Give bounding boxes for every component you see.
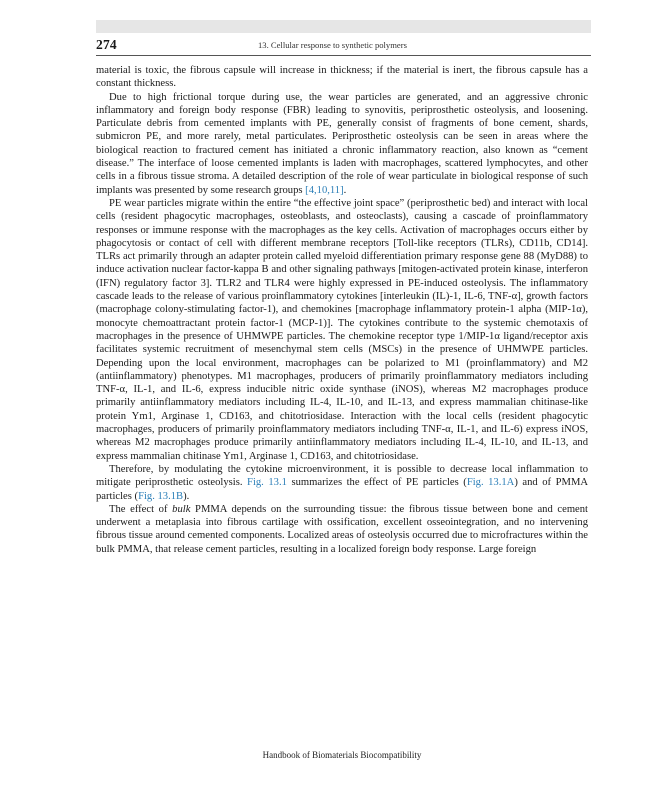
paragraph-1-text: material is toxic, the fibrous capsule will increase in thickness; if the material is inert, the fibrous capsule has a constant thickness. xyxy=(96,65,588,90)
figure-link-13-1[interactable]: Fig. 13.1 xyxy=(247,477,287,489)
citation-link[interactable]: [4,10,11] xyxy=(305,184,344,196)
paragraph-5-text: The effect of xyxy=(109,503,173,515)
paragraph-4-text: Therefore, by modulating the cytokine microenvironment, it is possible to decrease local inflammation to mitigate periprosthetic osteolysis. xyxy=(96,463,588,489)
figure-link-13-1b[interactable]: Fig. 13.1B xyxy=(138,490,184,502)
paragraph-2-end: . xyxy=(343,184,347,196)
paragraph-3-text: PE wear particles migrate within the entire “the effective joint space” (periprosthetic bed) and interact with local cells (resident phagocytic macrophages, osteoblasts, and osteoclasts), causing a cascade of proinflammatory responses or immune response with the macrophages as the key cells. Activation of macrophages occurs either by phagocytosis or contact of cell with different membrane receptors [Toll-like receptors (TLRs), CD11b, CD14]. TLRs act primarily through an adapter protein called myeloid differentiation primary response gene 88 (MyD88) to induce activation nuclear factor-kappa B and other signaling pathways [mitogen-activated protein kinase, interferon (IFN) regulatory factor 3]. TLR2 and TLR4 were highly expressed in PE-induced osteolysis. The inflammatory cascade leads to the release of various proinflammatory cytokines [interleukin (IL)-1, IL-6, TNF-α], growth factors (macrophage colony-stimulating factor-1), and chemokines [macrophage inflammatory protein-1 alpha (MIP-1α), monocyte chemoattractant protein factor-1 (MCP-1)]. The cytokines contribute to the systemic chemotaxis of macrophages in the presence of UHMWPE particles. The chemokine receptor type 1/MIP-1α ligand/receptor axis facilitates systemic recruitment of mesenchymal stem cells (MSCs) in the presence of UHMWPE particles. Depending upon the local environment, macrophages can be polarized to M1 (proinflammatory) and M2 (antiinflammatory) phenotypes. M1 macrophages, producers of primarily proinflammatory mediators including TNF-α, IL-1, and IL-6, express inducible nitric oxide synthase (iNOS), whereas M2 macrophages produce primarily antiinflammatory mediators including IL-4, IL-10, and IL-13, and express mammalian chitinase-like protein Ym1, Arginase 1, CD163, and chitotriosidase. Interaction with the local cells (resident phagocytic macrophages, producers of primarily proinflammatory mediators including TNF-α, IL-1, and IL-6) express iNOS, whereas M2 macrophages produce primarily antiinflammatory mediators including IL-4, IL-10, and IL-13, and express mammalian chitinase Ym1, Arginase 1, CD163, and chitotriosidase. xyxy=(96,197,588,462)
paragraph-4-text-3: ) and of PMMA particles ( xyxy=(96,477,589,502)
page-footer: Handbook of Biomaterials Biocompatibility xyxy=(262,750,422,760)
paragraph-3 xyxy=(96,197,588,463)
paragraph-5-text-2: PMMA depends on the surrounding tissue: the fibrous tissue between bone and cement underwent a metaplasia into fibrous cartilage with ossification, excellent osseointegration, and no intervening fibrous tissue around cemented components. Localized areas of osteolysis occurred due to microfractures within the bulk PMMA, that release cement particles, resulting in a localized foreign body response. Large foreign xyxy=(96,503,588,555)
paragraph-4-text-2: summarizes the effect of PE particles ( xyxy=(286,477,467,489)
paragraph-5 xyxy=(96,503,588,556)
running-head: 13. Cellular response to synthetic polymers xyxy=(258,40,407,50)
figure-link-13-1a[interactable]: Fig. 13.1A xyxy=(466,477,515,489)
paragraph-1 xyxy=(96,64,588,91)
paragraph-2-text: Due to high frictional torque during use, the wear particles are generated, and an aggressive chronic inflammatory and foreign body response (FBR) leading to synovitis, periprosthetic osteolysis, and loosening. Particulate debris from cemented implants with PE, generally consist of fragments of bone cement, shards, submicron PE, and more rarely, metal particulates. Periprosthetic osteolysis can be seen in areas where the biological reaction to fractured cement has initiated a chronic inflammatory reaction, also known as “cement disease.” The interface of loose cemented implants is laden with macrophages, scattered lymphocytes, and other cells in a fibrous tissue stroma. A detailed description of the role of wear particulate in biological response of such implants was presented by some research groups xyxy=(96,91,588,196)
paragraph-4-end: ). xyxy=(183,490,190,502)
paragraph-4 xyxy=(96,463,588,503)
emphasis-bulk: bulk xyxy=(172,503,191,515)
top-gray-band xyxy=(96,20,591,33)
paragraph-2 xyxy=(96,91,588,197)
page-number: 274 xyxy=(96,37,117,52)
page-header xyxy=(96,37,591,56)
body-text xyxy=(96,64,588,556)
